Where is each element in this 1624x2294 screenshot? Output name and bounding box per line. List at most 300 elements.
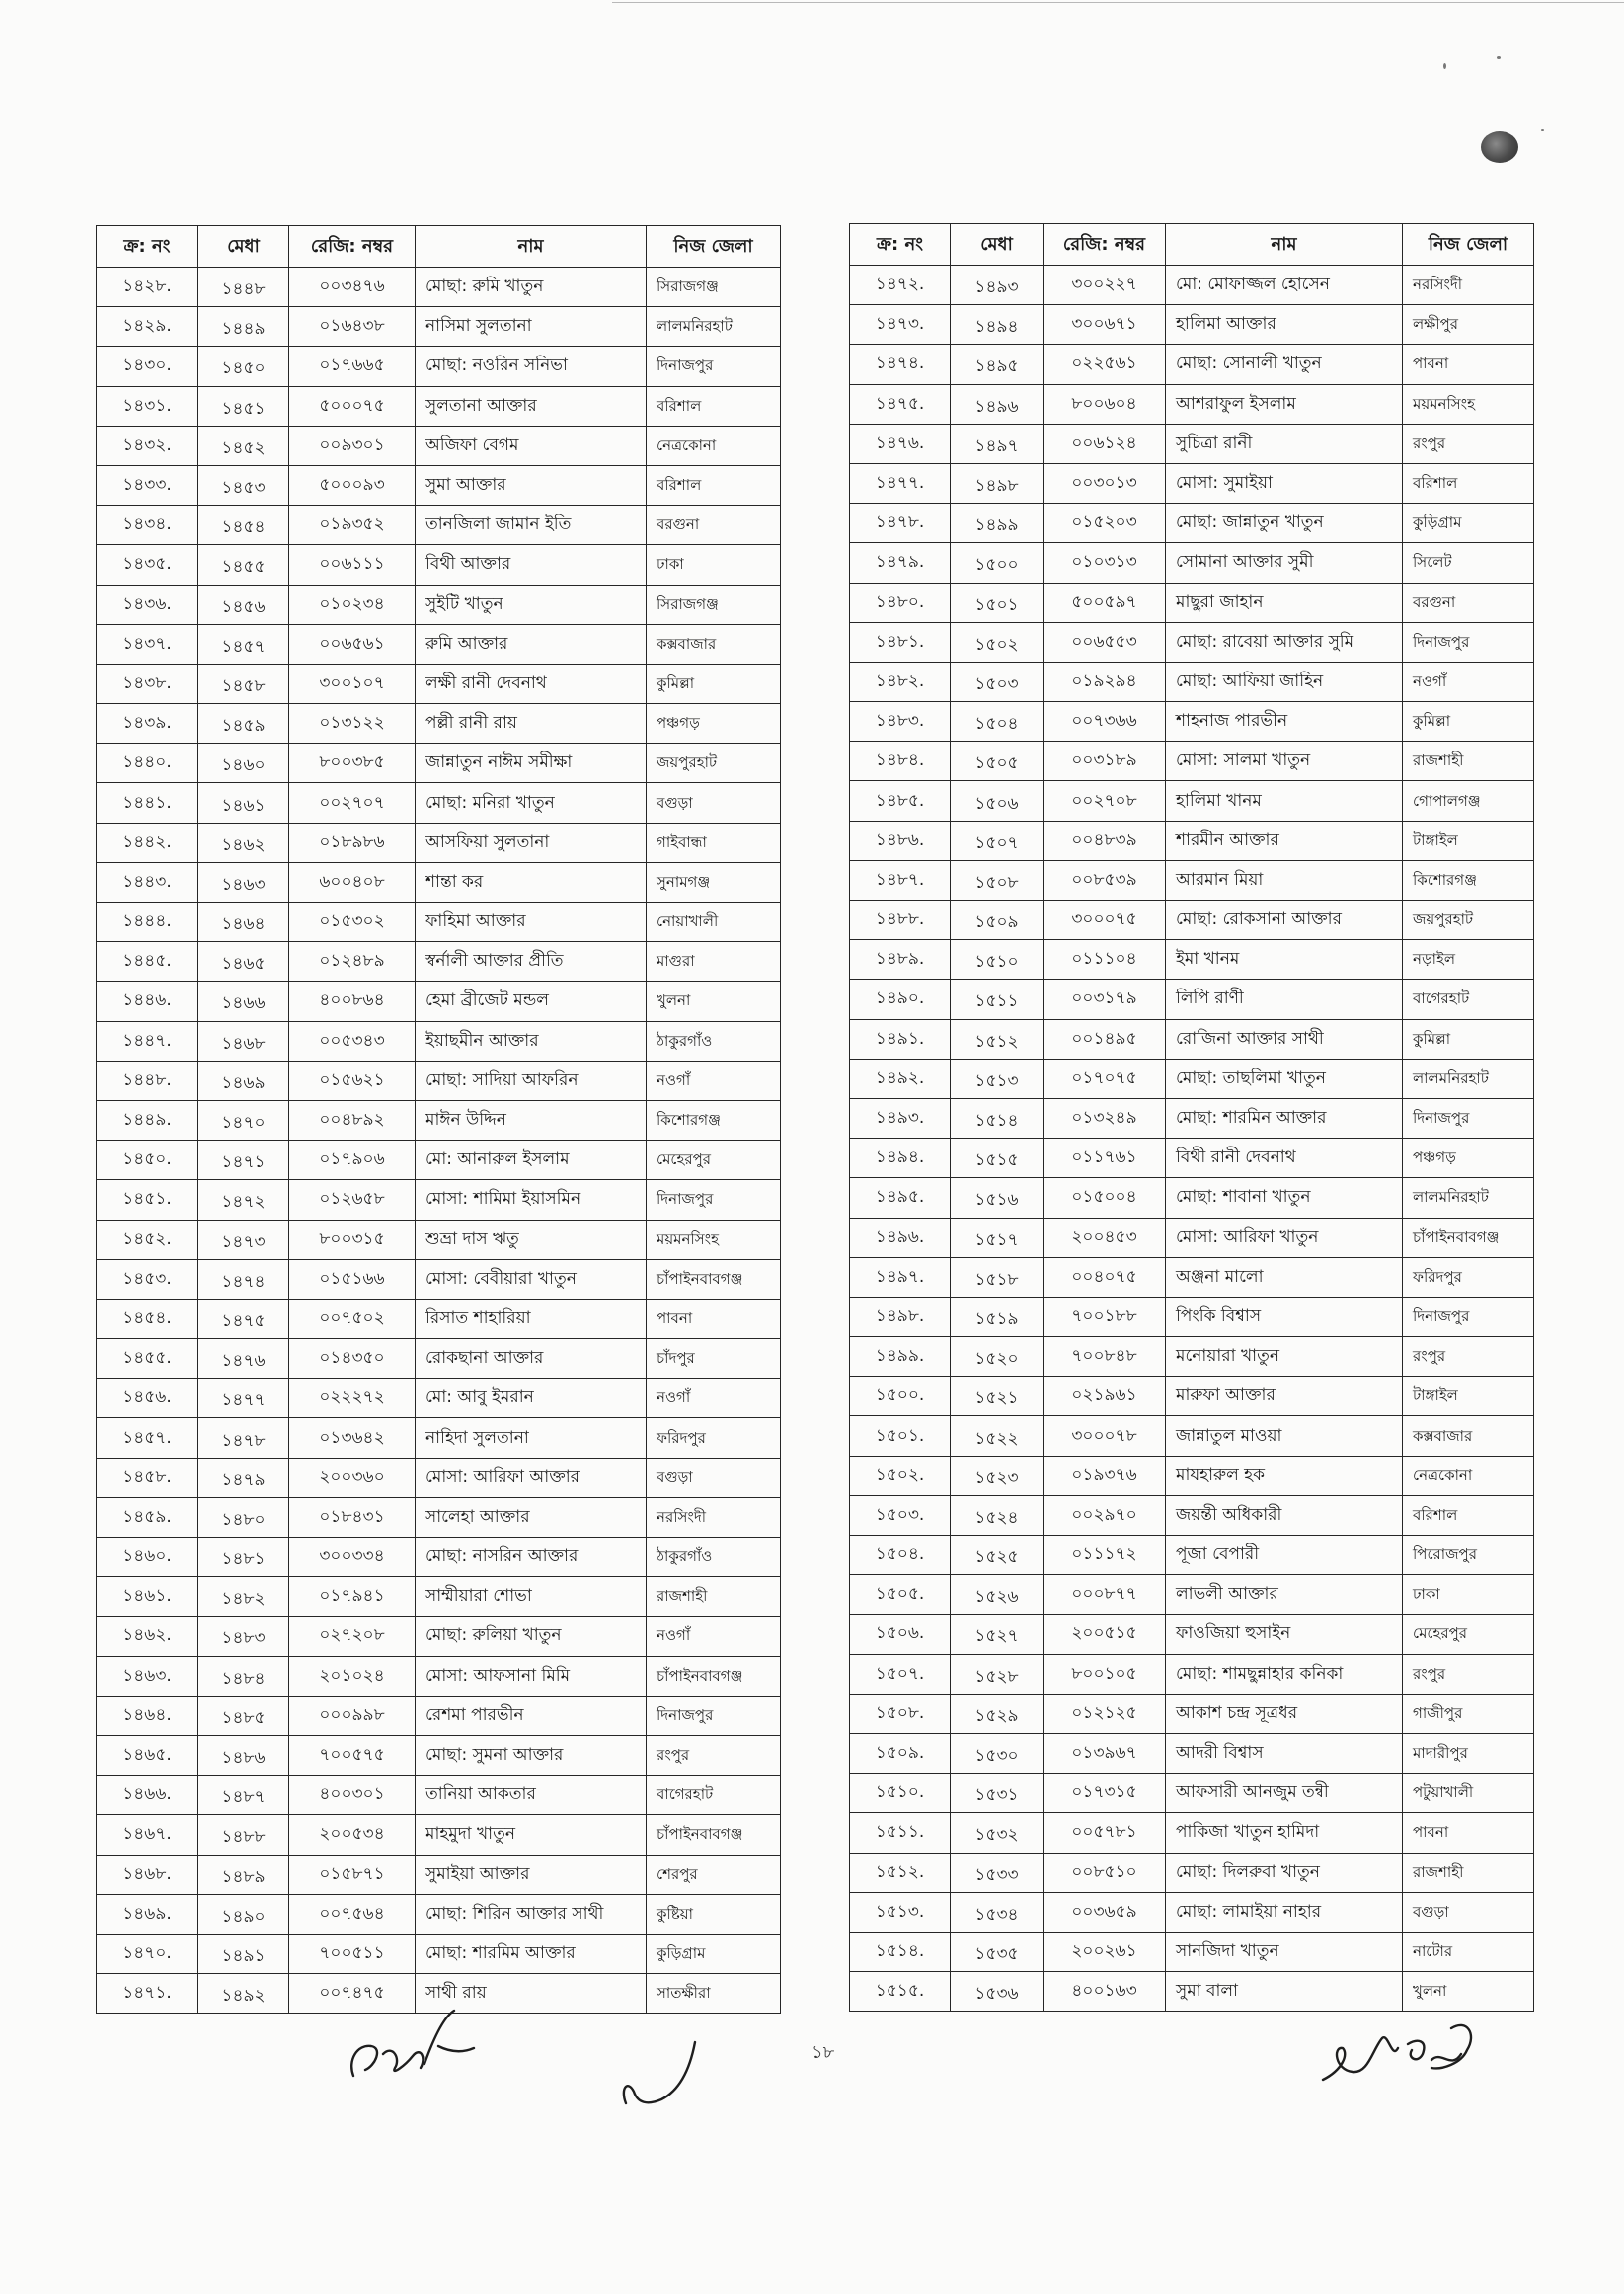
reg-no-cell: ০১২৬৫৮ [289,1180,416,1220]
page-number: ১৮ [812,2042,835,2063]
district-cell: ঠাকুরগাঁও [647,1538,781,1577]
serial-cell: ১৪৭৭. [850,463,951,503]
table-row [850,980,1534,1019]
serial-cell: ১৪৫৭. [97,1418,198,1458]
table-row [97,1061,781,1100]
serial-cell: ১৪৮৮. [850,901,951,940]
serial-cell: ১৪৩৯. [97,704,198,744]
table-row [850,266,1534,305]
district-cell: পাবনা [647,1299,781,1338]
reg-no-cell: ০০৩৬৫৯ [1044,1892,1166,1932]
serial-cell: ১৪৬৮. [97,1855,198,1894]
name-cell: মোছা: শারমিম আক্তার [416,1934,647,1973]
name-cell: মোসা: সালমা খাতুন [1166,742,1403,781]
merit-cell: ১৪৮৬ [198,1735,289,1775]
name-cell: আফসারী আনজুম তন্বী [1166,1774,1403,1813]
serial-cell: ১৪৫৩. [97,1259,198,1299]
reg-no-cell: ২০০৪৫৩ [1044,1218,1166,1257]
merit-cell: ১৫১৯ [951,1297,1044,1336]
name-cell: আরমান মিয়া [1166,860,1403,900]
merit-cell: ১৪৬১ [198,783,289,823]
district-cell: দিনাজপুর [1403,1297,1534,1336]
table-row [97,1141,781,1180]
table-row [850,583,1534,622]
serial-cell: ১৪৮৪. [850,742,951,781]
serial-cell: ১৪৩৪. [97,506,198,545]
table-row [850,1932,1534,1971]
serial-cell: ১৪৫৪. [97,1299,198,1338]
district-cell: মেহেরপুর [647,1141,781,1180]
merit-cell: ১৫১৫ [951,1139,1044,1178]
reg-no-cell: ৩০০৩৩৪ [289,1538,416,1577]
merit-cell: ১৪৯১ [198,1934,289,1973]
district-cell: মাগুরা [647,942,781,982]
serial-cell: ১৪৬৫. [97,1735,198,1775]
district-cell: রংপুর [1403,1654,1534,1694]
merit-cell: ১৪৮৯ [198,1855,289,1894]
name-cell: মোছা: শিরিন আক্তার সাথী [416,1894,647,1934]
serial-cell: ১৫০১. [850,1416,951,1456]
district-cell: দিনাজপুর [1403,1098,1534,1138]
serial-cell: ১৪৪৭. [97,1021,198,1061]
serial-cell: ১৪২৮. [97,268,198,307]
name-cell: নাসিমা সুলতানা [416,307,647,347]
serial-cell: ১৪৯৭. [850,1257,951,1297]
reg-no-cell: ০০১৪৯৫ [1044,1019,1166,1059]
district-cell: টাঙ্গাইল [1403,821,1534,860]
serial-cell: ১৫০০. [850,1377,951,1416]
serial-cell: ১৪৩৭. [97,624,198,664]
merit-cell: ১৫১৬ [951,1178,1044,1218]
district-cell: দিনাজপুর [647,347,781,386]
serial-cell: ১৫০৪. [850,1536,951,1575]
district-cell: নওগাঁ [647,1617,781,1656]
serial-cell: ১৪৯৮. [850,1297,951,1336]
district-cell: নওগাঁ [647,1379,781,1418]
district-cell: সিরাজগঞ্জ [647,268,781,307]
merit-cell: ১৪৪৯ [198,307,289,347]
district-cell: ফরিদপুর [647,1418,781,1458]
name-cell: মোসা: আফসানা মিমি [416,1656,647,1696]
name-cell: মনোয়ারা খাতুন [1166,1337,1403,1377]
name-cell: মোছা: তাছলিমা খাতুন [1166,1059,1403,1098]
header-serial: ক্র: নং [850,224,951,266]
serial-cell: ১৪৮৭. [850,860,951,900]
serial-cell: ১৪৫৬. [97,1379,198,1418]
district-cell: বরগুনা [1403,583,1534,622]
merit-cell: ১৫৩০ [951,1733,1044,1773]
header-merit: মেধা [198,226,289,268]
reg-no-cell: ৮০০৩৮৫ [289,744,416,783]
name-cell: মাছুরা জাহান [1166,583,1403,622]
table-row [97,1934,781,1973]
name-cell: শান্তা কর [416,862,647,902]
merit-cell: ১৪৫৫ [198,545,289,585]
table-row [850,622,1534,662]
table-row [850,504,1534,543]
district-cell: চাঁপাইনবাবগঞ্জ [647,1656,781,1696]
reg-no-cell: ০১৩১২২ [289,704,416,744]
district-cell: নরসিংদী [1403,266,1534,305]
merit-cell: ১৫০৬ [951,781,1044,821]
reg-no-cell: ২০০৩৬০ [289,1458,416,1497]
district-cell: নেত্রকোনা [1403,1456,1534,1495]
reg-no-cell: ৮০০৬০৪ [1044,384,1166,424]
table-row [850,821,1534,860]
table-row [97,1577,781,1617]
district-cell: খুলনা [1403,1972,1534,2012]
punch-hole-mark [1481,131,1518,163]
reg-no-cell: ০০৩১৭৯ [1044,980,1166,1019]
district-cell: রাজশাহী [1403,1853,1534,1892]
merit-cell: ১৪৬৯ [198,1061,289,1100]
name-cell: মোছা: মনিরা খাতুন [416,783,647,823]
serial-cell: ১৪৩৮. [97,664,198,703]
district-cell: বরগুনা [647,506,781,545]
district-cell: নরসিংদী [647,1497,781,1537]
serial-cell: ১৪৭১. [97,1974,198,2014]
name-cell: লক্ষী রানী দেবনাথ [416,664,647,703]
signature-middle [616,2032,707,2113]
district-cell: রংপুর [647,1735,781,1775]
name-cell: শারমীন আক্তার [1166,821,1403,860]
district-cell: বরিশাল [647,386,781,426]
scan-edge-line [612,2,1624,3]
table-row [97,386,781,426]
district-cell: কুষ্টিয়া [647,1894,781,1934]
district-cell: ময়মনসিংহ [1403,384,1534,424]
table-row [97,426,781,465]
district-cell: বরিশাল [1403,463,1534,503]
district-cell: দিনাজপুর [647,1696,781,1735]
merit-cell: ১৪৯৪ [951,305,1044,345]
table-row [97,982,781,1021]
table-row [850,940,1534,980]
merit-cell: ১৪৭৩ [198,1220,289,1259]
name-cell: সুইটি খাতুন [416,585,647,624]
scan-speck [1443,63,1446,69]
name-cell: নাহিদা সুলতানা [416,1418,647,1458]
merit-cell: ১৪৫৮ [198,664,289,703]
serial-cell: ১৪৬৩. [97,1656,198,1696]
name-cell: তানিয়া আকতার [416,1776,647,1815]
reg-no-cell: ০১৩৬৪২ [289,1418,416,1458]
name-cell: মাহমুদা খাতুন [416,1815,647,1855]
name-cell: স্বর্নালী আক্তার প্রীতি [416,942,647,982]
merit-cell: ১৫২৫ [951,1536,1044,1575]
table-row [97,704,781,744]
serial-cell: ১৪৭২. [850,266,951,305]
header-district: নিজ জেলা [1403,224,1534,266]
table-row [850,543,1534,583]
merit-cell: ১৫০৫ [951,742,1044,781]
merit-cell: ১৪৭৬ [198,1339,289,1379]
name-cell: পল্লী রানী রায় [416,704,647,744]
merit-cell: ১৫০৭ [951,821,1044,860]
serial-cell: ১৪৪৪. [97,903,198,942]
district-cell: চাঁপাইনবাবগঞ্জ [647,1815,781,1855]
reg-no-cell: ০০৮৫৩৯ [1044,860,1166,900]
merit-cell: ১৫০১ [951,583,1044,622]
table-row [850,1575,1534,1615]
serial-cell: ১৫০২. [850,1456,951,1495]
name-cell: মোছা: রুলিয়া খাতুন [416,1617,647,1656]
merit-cell: ১৪৮৭ [198,1776,289,1815]
serial-cell: ১৫১৫. [850,1972,951,2012]
serial-cell: ১৪৯৩. [850,1098,951,1138]
district-cell: ময়মনসিংহ [647,1220,781,1259]
table-row [850,1615,1534,1654]
reg-no-cell: ৮০০৩১৫ [289,1220,416,1259]
name-cell: লাভলী আক্তার [1166,1575,1403,1615]
district-cell: শেরপুর [647,1855,781,1894]
scan-speck [1497,56,1501,59]
table-row [97,1497,781,1537]
table-row [850,662,1534,701]
table-row [97,1458,781,1497]
reg-no-cell: ৭০০১৮৮ [1044,1297,1166,1336]
district-cell: পিরোজপুর [1403,1536,1534,1575]
merit-cell: ১৪৬২ [198,823,289,862]
serial-cell: ১৪৯৬. [850,1218,951,1257]
serial-cell: ১৪৫৫. [97,1339,198,1379]
table-row [850,781,1534,821]
table-row [97,1696,781,1735]
reg-no-cell: ২০০৫১৫ [1044,1615,1166,1654]
name-cell: মোছা: শামছুন্নাহার কনিকা [1166,1654,1403,1694]
merit-cell: ১৪৮৩ [198,1617,289,1656]
table-row [850,901,1534,940]
header-name: নাম [1166,224,1403,266]
reg-no-cell: ০২১৯৬১ [1044,1377,1166,1416]
reg-no-cell: ০০৪৮৩৯ [1044,821,1166,860]
merit-cell: ১৫১১ [951,980,1044,1019]
reg-no-cell: ০১২৪৮৯ [289,942,416,982]
name-cell: সানজিদা খাতুন [1166,1932,1403,1971]
district-cell: বরিশাল [647,465,781,505]
table-row [97,744,781,783]
name-cell: মোছা: নওরিন সনিভা [416,347,647,386]
serial-cell: ১৪৩৩. [97,465,198,505]
table-left [96,225,781,2014]
table-row [850,702,1534,742]
serial-cell: ১৪৪৫. [97,942,198,982]
serial-cell: ১৪৫১. [97,1180,198,1220]
table-row [97,862,781,902]
serial-cell: ১৪৫৯. [97,1497,198,1537]
district-cell: গাজীপুর [1403,1694,1534,1733]
district-cell: পঞ্চগড় [1403,1139,1534,1178]
merit-cell: ১৪৭৯ [198,1458,289,1497]
table-row [850,424,1534,463]
signature-right [1313,2009,1487,2097]
district-cell: কুমিল্লা [647,664,781,703]
district-cell: বগুড়া [1403,1892,1534,1932]
table-row [850,1813,1534,1853]
merit-cell: ১৫১৮ [951,1257,1044,1297]
table-row [850,1098,1534,1138]
table-row [97,545,781,585]
serial-cell: ১৪৫২. [97,1220,198,1259]
table-row [97,506,781,545]
reg-no-cell: ০১৩৯৬৭ [1044,1733,1166,1773]
district-cell: পটুয়াখালী [1403,1774,1534,1813]
reg-no-cell: ০১৫৮৭১ [289,1855,416,1894]
table-row [850,1019,1534,1059]
merit-cell: ১৫২৯ [951,1694,1044,1733]
table-row [97,903,781,942]
district-cell: ফরিদপুর [1403,1257,1534,1297]
reg-no-cell: ০১৭০৭৫ [1044,1059,1166,1098]
merit-cell: ১৪৮১ [198,1538,289,1577]
reg-no-cell: ০০৩০১৩ [1044,463,1166,503]
district-cell: গাইবান্ধা [647,823,781,862]
name-cell: ফাওজিয়া হুসাইন [1166,1615,1403,1654]
district-cell: লালমনিরহাট [1403,1178,1534,1218]
reg-no-cell: ০১১৭৬১ [1044,1139,1166,1178]
merit-cell: ১৫০৮ [951,860,1044,900]
merit-cell: ১৫১৭ [951,1218,1044,1257]
district-cell: লালমনিরহাট [647,307,781,347]
merit-cell: ১৪৫০ [198,347,289,386]
header-serial: ক্র: নং [97,226,198,268]
district-cell: ঠাকুরগাঁও [647,1021,781,1061]
reg-no-cell: ০১৩২৪৯ [1044,1098,1166,1138]
reg-no-cell: ২০১০২৪ [289,1656,416,1696]
reg-no-cell: ০১৭৩১৫ [1044,1774,1166,1813]
merit-cell: ১৫১৪ [951,1098,1044,1138]
reg-no-cell: ০০৬১২৪ [1044,424,1166,463]
serial-cell: ১৪৭৫. [850,384,951,424]
table-row [850,1218,1534,1257]
name-cell: রোজিনা আক্তার সাথী [1166,1019,1403,1059]
table-row [850,1337,1534,1377]
merit-cell: ১৪৫১ [198,386,289,426]
district-cell: পঞ্চগড় [647,704,781,744]
table-row [97,1735,781,1775]
serial-cell: ১৪৪২. [97,823,198,862]
name-cell: মোছা: রুমি খাতুন [416,268,647,307]
reg-no-cell: ০০৮৫১০ [1044,1853,1166,1892]
district-cell: পাবনা [1403,345,1534,384]
serial-cell: ১৪৫৮. [97,1458,198,1497]
name-cell: মাযহারুল হক [1166,1456,1403,1495]
table-row [850,1654,1534,1694]
merit-cell: ১৪৫৯ [198,704,289,744]
name-cell: মোছা: লামাইয়া নাহার [1166,1892,1403,1932]
reg-no-cell: ৫০০৫৯৭ [1044,583,1166,622]
reg-no-cell: ০০৭৪৭৫ [289,1974,416,2014]
name-cell: সুমা আক্তার [416,465,647,505]
reg-no-cell: ৭০০৮৪৮ [1044,1337,1166,1377]
name-cell: মাঈন উদ্দিন [416,1100,647,1140]
table-row [850,345,1534,384]
serial-cell: ১৪৬৬. [97,1776,198,1815]
district-cell: রংপুর [1403,424,1534,463]
reg-no-cell: ০০৬৫৬১ [289,624,416,664]
merit-cell: ১৫০৯ [951,901,1044,940]
merit-cell: ১৪৭১ [198,1141,289,1180]
table-row [97,1379,781,1418]
name-cell: শাহনাজ পারভীন [1166,702,1403,742]
table-row [850,1972,1534,2012]
merit-cell: ১৪৭৫ [198,1299,289,1338]
merit-cell: ১৪৫৬ [198,585,289,624]
serial-cell: ১৫১১. [850,1813,951,1853]
reg-no-cell: ৮০০১০৫ [1044,1654,1166,1694]
name-cell: জান্নাতুন নাঈম সমীক্ষা [416,744,647,783]
merit-cell: ১৫২২ [951,1416,1044,1456]
merit-cell: ১৫৩৬ [951,1972,1044,2012]
reg-no-cell: ২০০২৬১ [1044,1932,1166,1971]
merit-cell: ১৫২৭ [951,1615,1044,1654]
merit-cell: ১৪৮০ [198,1497,289,1537]
merit-cell: ১৪৯০ [198,1894,289,1934]
serial-cell: ১৫১২. [850,1853,951,1892]
header-reg-no: রেজি: নম্বর [1044,224,1166,266]
name-cell: মোছা: দিলরুবা খাতুন [1166,1853,1403,1892]
serial-cell: ১৫১৩. [850,1892,951,1932]
reg-no-cell: ০০০৮৭৭ [1044,1575,1166,1615]
reg-no-cell: ০১২১২৫ [1044,1694,1166,1733]
reg-no-cell: ০০৩৪৭৬ [289,268,416,307]
name-cell: হালিমা খানম [1166,781,1403,821]
reg-no-cell: ০১৮৯৮৬ [289,823,416,862]
table-row [850,1257,1534,1297]
name-cell: মোছা: শারমিন আক্তার [1166,1098,1403,1138]
district-cell: লক্ষীপুর [1403,305,1534,345]
reg-no-cell: ০০৫৩৪৩ [289,1021,416,1061]
merit-cell: ১৪৯২ [198,1974,289,2014]
reg-no-cell: ৩০০১০৭ [289,664,416,703]
table-row [850,1416,1534,1456]
merit-cell: ১৪৭৭ [198,1379,289,1418]
name-cell: মোসা: আরিফা খাতুন [1166,1218,1403,1257]
name-cell: সোমানা আক্তার সুমী [1166,543,1403,583]
district-cell: কুড়িগ্রাম [1403,504,1534,543]
table-row [97,585,781,624]
serial-cell: ১৪৬৭. [97,1815,198,1855]
reg-no-cell: ০০২৭০৮ [1044,781,1166,821]
table-row [850,1178,1534,1218]
district-cell: নোয়াখালী [647,903,781,942]
district-cell: চাঁপাইনবাবগঞ্জ [1403,1218,1534,1257]
name-cell: মোসা: সুমাইয়া [1166,463,1403,503]
district-cell: সাতক্ষীরা [647,1974,781,2014]
reg-no-cell: ০০৬৫৫৩ [1044,622,1166,662]
serial-cell: ১৪৯২. [850,1059,951,1098]
signature-left [344,2005,482,2096]
serial-cell: ১৪৪১. [97,783,198,823]
merit-cell: ১৫১২ [951,1019,1044,1059]
serial-cell: ১৪৮০. [850,583,951,622]
table-row [850,384,1534,424]
table-row [850,1377,1534,1416]
name-cell: আসফিয়া সুলতানা [416,823,647,862]
merit-cell: ১৪৭৮ [198,1418,289,1458]
name-cell: মোছা: জান্নাতুন খাতুন [1166,504,1403,543]
reg-no-cell: ০১৯৩৫২ [289,506,416,545]
table-row [97,942,781,982]
name-cell: মোছা: সোনালী খাতুন [1166,345,1403,384]
serial-cell: ১৪৬১. [97,1577,198,1617]
name-cell: পূজা বেপারী [1166,1536,1403,1575]
district-cell: কুমিল্লা [1403,702,1534,742]
reg-no-cell: ০১৫০০৪ [1044,1178,1166,1218]
district-cell: সিরাজগঞ্জ [647,585,781,624]
serial-cell: ১৪৭০. [97,1934,198,1973]
serial-cell: ১৪৬৯. [97,1894,198,1934]
